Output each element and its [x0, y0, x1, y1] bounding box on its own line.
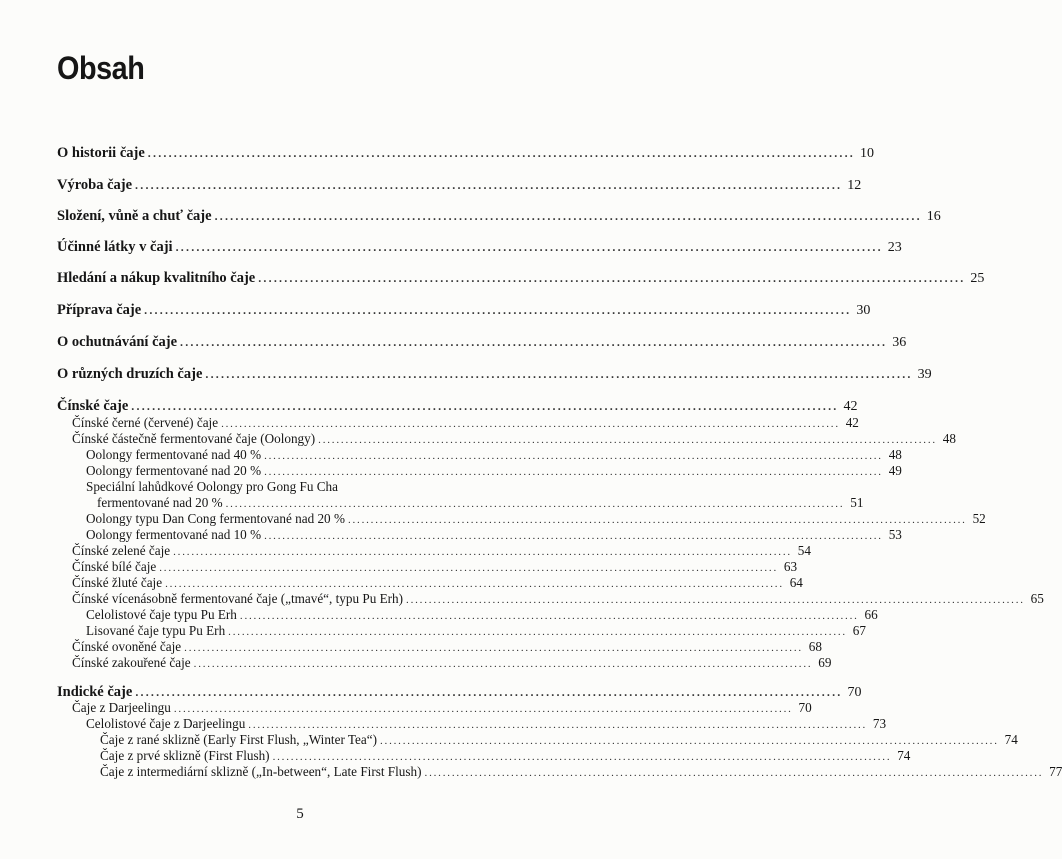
dot-leader: ........................................................................................................................................	[214, 209, 922, 223]
entry-title: Čínské černé (červené) čaje	[72, 415, 219, 430]
entry-page: 42	[845, 415, 859, 430]
entry-page: 70	[847, 685, 862, 700]
entry-title: Celolistové čaje typu Pu Erh	[86, 607, 237, 622]
entry-title: Celolistové čaje z Darjeelingu	[86, 716, 246, 731]
toc-subentry	[72, 543, 811, 559]
entry-title: Čínské čaje	[57, 398, 129, 414]
toc-entry	[57, 208, 941, 225]
entry-title: O historii čaje	[57, 145, 145, 161]
entry-page: 77	[1049, 764, 1062, 779]
dot-leader: ........................................................................................................................................	[135, 685, 843, 699]
toc-entry	[57, 398, 858, 415]
toc-subentry	[72, 591, 1044, 607]
dot-leader: ........................................................................................................................................	[205, 367, 913, 381]
entry-page: 67	[852, 623, 866, 638]
toc-entry	[57, 302, 871, 319]
entry-page: 54	[797, 543, 811, 558]
entry-title: Příprava čaje	[57, 302, 142, 318]
toc-subentry	[86, 463, 902, 479]
entry-page: 70	[798, 700, 812, 715]
toc-subentry	[97, 495, 864, 511]
entry-page: 49	[888, 463, 902, 478]
dot-leader: ........................................................................................................................................	[272, 751, 892, 763]
entry-page: 42	[843, 399, 858, 414]
dot-leader: ........................................................................................................................................	[258, 271, 966, 285]
entry-title: Čínské ovoněné čaje	[72, 639, 182, 654]
dot-leader: ........................................................................................................................................	[221, 418, 840, 430]
toc-subentry	[86, 527, 902, 543]
toc-subentry	[72, 655, 832, 671]
entry-title: Čínské vícenásobně fermentované čaje („tmavé“, typu Pu Erh)	[72, 591, 404, 606]
entry-page: 64	[789, 575, 803, 590]
entry-title: Oolongy typu Dan Cong fermentované nad 20 %	[86, 511, 345, 526]
toc-entry	[57, 177, 862, 194]
entry-page: 65	[1030, 591, 1044, 606]
dot-leader: ........................................................................................................................................	[264, 450, 883, 462]
toc-subentry	[72, 559, 798, 575]
entry-page: 53	[888, 527, 902, 542]
entry-page: 48	[888, 447, 902, 462]
entry-page: 69	[818, 655, 832, 670]
dot-leader: ........................................................................................................................................	[406, 594, 1025, 606]
dot-leader: ........................................................................................................................................	[239, 610, 859, 622]
dot-leader: ........................................................................................................................................	[159, 562, 779, 574]
entry-page: 39	[917, 367, 932, 382]
dot-leader: ........................................................................................................................................	[228, 626, 847, 638]
dot-leader: ........................................................................................................................................	[165, 578, 784, 590]
entry-title: Lisované čaje typu Pu Erh	[86, 623, 226, 638]
entry-page: 68	[808, 639, 822, 654]
toc-subentry	[100, 732, 1018, 748]
dot-leader: ........................................................................................................................................	[180, 335, 888, 349]
dot-leader: ........................................................................................................................................	[184, 642, 803, 654]
toc-subentry	[72, 431, 956, 447]
entry-title: Složení, vůně a chuť čaje	[57, 208, 212, 224]
entry-page: 63	[783, 559, 798, 574]
toc-subentry	[86, 623, 866, 639]
dot-leader: ........................................................................................................................................	[264, 466, 883, 478]
entry-page: 52	[972, 511, 986, 526]
entry-page: 66	[864, 607, 878, 622]
entry-title: Čínské částečně fermentované čaje (Oolongy)	[72, 431, 316, 446]
dot-leader: ........................................................................................................................................	[318, 434, 937, 446]
dot-leader: ........................................................................................................................................	[173, 703, 793, 715]
entry-title: Čínské bílé čaje	[72, 559, 157, 574]
entry-page: 10	[860, 146, 874, 161]
toc-subentry	[72, 575, 803, 591]
dot-leader: ........................................................................................................................................	[225, 498, 845, 510]
entry-title: Výroba čaje	[57, 177, 133, 193]
entry-title: Čínské zelené čaje	[72, 543, 171, 558]
toc-subentry	[86, 447, 902, 463]
toc-subentry	[100, 748, 911, 764]
toc-entry	[57, 270, 985, 287]
dot-leader: ........................................................................................................................................	[347, 514, 967, 526]
entry-title: Speciální lahůdkové Oolongy pro Gong Fu Cha	[86, 479, 338, 494]
dot-leader: ........................................................................................................................................	[424, 767, 1044, 779]
entry-page: 74	[1004, 732, 1018, 747]
entry-title: O různých druzích čaje	[57, 366, 203, 382]
toc-subentry	[72, 415, 859, 431]
entry-page: 51	[850, 495, 864, 510]
toc-entry	[57, 239, 902, 256]
entry-page: 48	[942, 431, 956, 446]
toc-subentry	[72, 700, 812, 716]
entry-page: 25	[970, 271, 985, 286]
toc-subentry	[86, 479, 542, 495]
entry-title: Čaje z Darjeelingu	[72, 700, 171, 715]
entry-title: Oolongy fermentované nad 40 %	[86, 447, 262, 462]
entry-title: Čínské zakouřené čaje	[72, 655, 191, 670]
page-title: Obsah	[57, 50, 145, 86]
entry-title: Oolongy fermentované nad 20 %	[86, 463, 262, 478]
entry-title: Účinné látky v čaji	[57, 239, 173, 255]
entry-page: 73	[872, 716, 887, 731]
toc-subentry	[86, 511, 986, 527]
entry-page: 74	[897, 748, 911, 763]
entry-page: 23	[887, 240, 902, 255]
entry-title: Oolongy fermentované nad 10 %	[86, 527, 262, 542]
dot-leader: ........................................................................................................................................	[379, 735, 999, 747]
dot-leader: ........................................................................................................................................	[248, 719, 868, 731]
entry-title: Indické čaje	[57, 684, 133, 700]
toc-entry	[57, 366, 932, 383]
dot-leader: ........................................................................................................................................	[173, 546, 792, 558]
entry-title: Čaje z rané sklizně (Early First Flush, „Winter Tea“)	[100, 732, 377, 747]
page-number: 5	[296, 806, 304, 822]
entry-page: 30	[856, 303, 871, 318]
toc-entry	[57, 684, 862, 701]
dot-leader: ........................................................................................................................................	[135, 178, 843, 192]
toc-entry	[57, 145, 874, 162]
entry-title: Čaje z intermediární sklizně („In-between“, Late First Flush)	[100, 764, 422, 779]
entry-title: fermentované nad 20 %	[97, 495, 223, 510]
entry-page: 36	[892, 335, 907, 350]
entry-title: Čaje z prvé sklizně (First Flush)	[100, 748, 270, 763]
dot-leader: ........................................................................................................................................	[193, 658, 813, 670]
dot-leader: ........................................................................................................................................	[131, 399, 839, 413]
dot-leader: ........................................................................................................................................	[144, 303, 852, 317]
dot-leader: ........................................................................................................................................	[264, 530, 883, 542]
entry-page: 12	[847, 178, 862, 193]
toc-subentry	[100, 764, 1062, 780]
entry-title: Čínské žluté čaje	[72, 575, 163, 590]
entry-title: O ochutnávání čaje	[57, 334, 178, 350]
entry-title: Hledání a nákup kvalitního čaje	[57, 270, 256, 286]
entry-page: 16	[926, 209, 941, 224]
toc-subentry	[86, 607, 878, 623]
toc-subentry	[86, 716, 887, 732]
dot-leader: ........................................................................................................................................	[147, 146, 855, 160]
toc-subentry	[72, 639, 822, 655]
dot-leader: ........................................................................................................................................	[175, 240, 883, 254]
toc-entry	[57, 334, 907, 351]
